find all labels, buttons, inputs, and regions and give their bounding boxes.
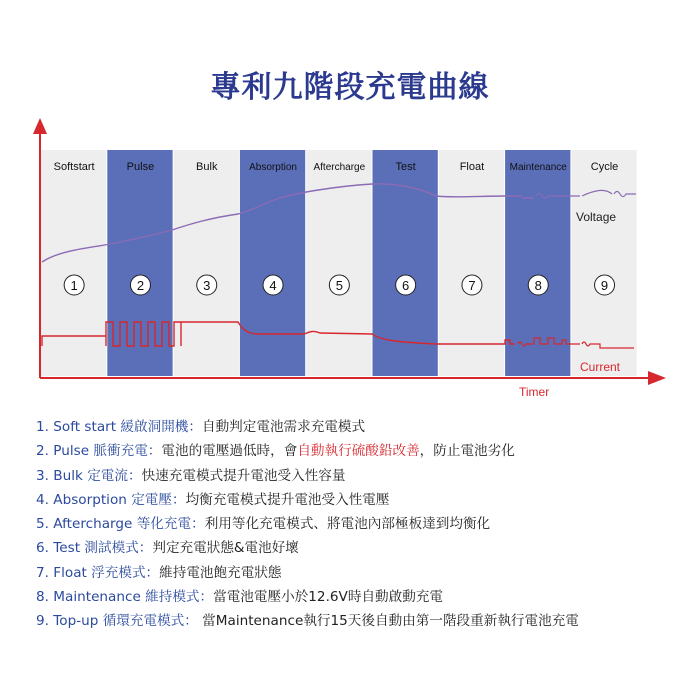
stage-number-8: 8 <box>534 278 542 293</box>
description-text: 自動判定電池需求充電模式 <box>201 419 366 435</box>
x-axis-arrow-icon <box>648 371 666 385</box>
stage-label-9: Cycle <box>590 161 619 173</box>
description-term: 5. Aftercharge 等化充電： <box>36 516 205 533</box>
description-text: 判定充電狀態&電池好壞 <box>152 540 299 557</box>
stage-number-3: 3 <box>203 278 211 293</box>
description-text: 維持電池飽充電狀態 <box>159 564 282 581</box>
description-item <box>36 464 676 488</box>
description-item <box>36 415 676 439</box>
y-axis-arrow-icon <box>33 118 47 134</box>
stage-label-8: Maintenance <box>509 162 567 173</box>
page-title: 專利九階段充電曲線 <box>210 70 490 105</box>
description-text: 均衡充電模式提升電池受入性電壓 <box>185 491 390 508</box>
description-text: 快速充電模式提升電池受入性容量 <box>141 467 346 484</box>
stage-description-list <box>36 415 676 634</box>
stage-panel-7 <box>439 150 504 376</box>
description-item <box>36 561 676 585</box>
stage-panels <box>41 150 637 376</box>
description-item <box>36 512 676 536</box>
description-text: 利用等化充電模式、將電池內部極板達到均衡化 <box>204 516 491 533</box>
current-label: Current <box>580 360 621 374</box>
stage-label-2: Pulse <box>126 161 155 173</box>
description-term: 9. Top-up 循環充電模式： <box>36 613 198 630</box>
stage-number-6: 6 <box>402 278 410 293</box>
description-text: 電池的電壓過低時，會 <box>161 443 298 460</box>
description-highlight: 自動執行硫酸鉛改善 <box>297 443 420 460</box>
stage-panel-8 <box>505 150 570 376</box>
description-term: 8. Maintenance 維持模式： <box>36 589 214 606</box>
description-item <box>36 609 676 633</box>
stage-number-5: 5 <box>335 278 343 293</box>
stage-number-2: 2 <box>136 278 145 293</box>
description-text: 當Maintenance執行15天後自動由第一階段重新執行電池充電 <box>197 613 579 630</box>
stage-panel-2 <box>107 150 172 376</box>
stage-label-4: Absorption <box>249 162 297 173</box>
stage-panel-9 <box>571 150 636 376</box>
description-term: 4. Absorption 定電壓： <box>36 491 186 508</box>
stage-label-6: Test <box>395 161 416 173</box>
stage-label-1: Softstart <box>53 161 95 173</box>
voltage-label: Voltage <box>576 210 617 224</box>
description-term: 2. Pulse 脈衝充電： <box>36 443 162 460</box>
stage-number-9: 9 <box>600 278 609 293</box>
stage-panel-3 <box>174 150 239 376</box>
stage-number-7: 7 <box>468 278 476 293</box>
description-term: 3. Bulk 定電流： <box>36 467 142 484</box>
stage-panel-4 <box>240 150 305 376</box>
stage-label-5: Aftercharge <box>313 162 366 173</box>
description-term: 1. Soft start 緩啟洞開機： <box>36 419 202 435</box>
stage-label-3: Bulk <box>196 161 218 173</box>
stage-number-1: 1 <box>70 278 78 293</box>
description-text: 當電池電壓小於12.6V時自動啟動充電 <box>213 589 444 606</box>
description-item <box>36 488 676 512</box>
description-term: 7. Float 浮充模式： <box>36 564 160 581</box>
description-item <box>36 536 676 560</box>
stage-number-4: 4 <box>269 278 277 293</box>
stage-label-7: Float <box>459 161 485 173</box>
description-item <box>36 439 676 463</box>
stage-panel-1 <box>41 150 106 376</box>
description-suffix: ，防止電池劣化 <box>419 443 515 460</box>
description-term: 6. Test 測試模式： <box>36 540 153 557</box>
stage-panel-5 <box>306 150 371 376</box>
description-item <box>36 585 676 609</box>
timer-label: Timer <box>519 385 550 399</box>
